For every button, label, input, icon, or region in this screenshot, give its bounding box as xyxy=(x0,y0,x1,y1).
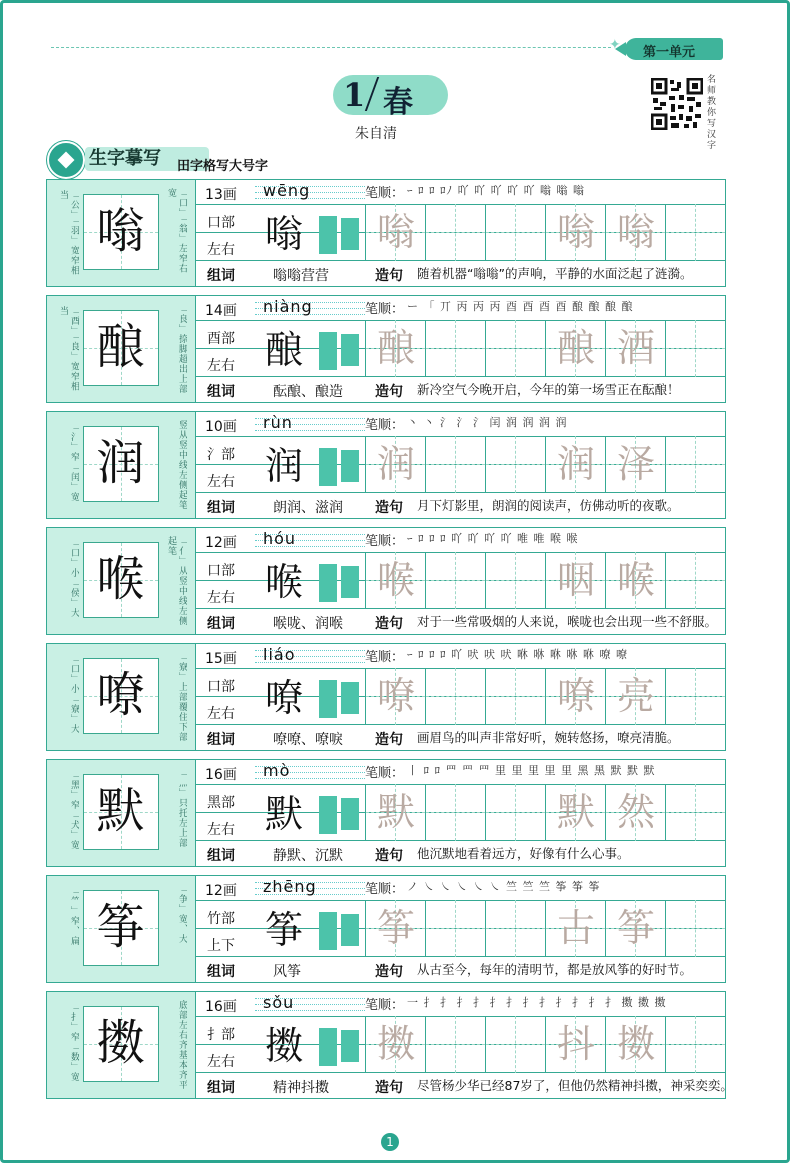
model-character: 默 xyxy=(96,783,145,839)
pinyin-lines xyxy=(255,760,365,784)
guide-column xyxy=(47,180,196,286)
stroke-order-label: 笔顺： xyxy=(365,534,405,549)
words-value: 精神抖擞 xyxy=(273,1080,329,1096)
practice-cell[interactable] xyxy=(426,552,486,609)
practice-cell[interactable] xyxy=(666,204,726,261)
structure: 左右 xyxy=(207,1054,235,1070)
stroke-order: ー 「 丌 丙 丙 丙 酉 酉 酉 酉 酿 酿 酿 酿 xyxy=(407,300,634,313)
trace-character: 嗡 xyxy=(616,210,655,254)
component-highlight xyxy=(341,1030,359,1062)
example-sentence: 对于一些常吸烟的人来说，喉咙也会出现一些不舒服。 xyxy=(417,614,718,629)
tianzige-box xyxy=(83,194,159,270)
trace-character: 筝 xyxy=(616,906,655,950)
trace-character: 然 xyxy=(616,790,655,834)
model-character: 嘹 xyxy=(96,667,145,723)
practice-cell[interactable] xyxy=(486,1016,546,1073)
stroke-order-label: 笔顺： xyxy=(365,882,405,897)
structure: 左右 xyxy=(207,706,235,722)
stroke-count: 16画 xyxy=(205,999,237,1015)
structure: 上下 xyxy=(207,938,235,954)
component-highlight xyxy=(341,334,359,366)
example-sentence: 画眉鸟的叫声非常好听，婉转悠扬，嘹亮清脆。 xyxy=(417,730,680,745)
example-sentence: 新冷空气今晚开启，今年的第一场雪正在酝酿！ xyxy=(417,382,680,397)
practice-cell[interactable] xyxy=(666,784,726,841)
stroke-count: 12画 xyxy=(205,883,237,899)
pinyin-lines xyxy=(255,296,365,320)
words-value: 嗡嗡营营 xyxy=(273,268,329,284)
example-sentence: 从古至今，每年的清明节，都是放风筝的好时节。 xyxy=(417,962,693,977)
unit-label: 第一单元 xyxy=(643,45,696,60)
width-note: 「氵」窄「闰」宽 xyxy=(69,422,79,502)
radical: 竹部 xyxy=(207,911,235,927)
trace-character: 咽 xyxy=(556,558,595,602)
stroke-order: 一 扌 扌 扌 扌 扌 扌 扌 扌 扌 扌 扌 扌 擞 擞 擞 xyxy=(407,996,667,1009)
words-label: 组词 xyxy=(207,500,235,516)
writing-tip: 竖从竖中线左侧起笔 xyxy=(177,420,187,510)
pinyin: hóu xyxy=(263,529,297,548)
structure: 左右 xyxy=(207,590,235,606)
demo-character: 酿 xyxy=(264,328,303,372)
pinyin-lines xyxy=(255,180,365,204)
radical: 口部 xyxy=(207,215,235,231)
trace-character: 嗡 xyxy=(556,210,595,254)
pinyin-lines xyxy=(255,876,365,900)
top-divider xyxy=(51,47,611,48)
trace-character: 酿 xyxy=(556,326,595,370)
component-highlight xyxy=(341,450,359,482)
demo-character: 默 xyxy=(264,792,303,836)
sentence-label: 造句 xyxy=(375,732,403,748)
component-highlight xyxy=(319,796,337,834)
writing-tip: 底部左右齐基本齐平 xyxy=(177,1000,187,1090)
component-highlight xyxy=(319,564,337,602)
practice-grid[interactable] xyxy=(365,1016,726,1073)
structure: 左右 xyxy=(207,358,235,374)
radical: 氵部 xyxy=(207,447,235,463)
sentence-label: 造句 xyxy=(375,268,403,284)
radical: 黑部 xyxy=(207,795,235,811)
practice-cell[interactable] xyxy=(486,784,546,841)
character-entry xyxy=(46,411,726,519)
trace-character: 擞 xyxy=(376,1022,415,1066)
pinyin: liáo xyxy=(263,645,296,664)
words-label: 组词 xyxy=(207,268,235,284)
words-label: 组词 xyxy=(207,1080,235,1096)
practice-grid[interactable] xyxy=(365,436,726,493)
trace-character: 酿 xyxy=(376,326,415,370)
trace-character: 酒 xyxy=(616,326,655,370)
model-character: 筝 xyxy=(96,899,145,955)
component-highlight xyxy=(319,680,337,718)
stroke-order: 丨 ﾛ ﾛ 罒 罒 罒 里 里 里 里 里 黑 黑 默 默 默 xyxy=(407,764,656,777)
component-highlight xyxy=(341,682,359,714)
demo-character: 喉 xyxy=(264,560,303,604)
sentence-label: 造句 xyxy=(375,500,403,516)
practice-cell[interactable] xyxy=(426,668,486,725)
trace-character: 抖 xyxy=(556,1022,595,1066)
stroke-order-label: 笔顺： xyxy=(365,998,405,1013)
component-highlight xyxy=(319,912,337,950)
stroke-order: ノ ㇏ ㇏ ㇏ ㇏ ㇏ 竺 竺 竺 筝 筝 筝 xyxy=(407,880,601,893)
pinyin-lines xyxy=(255,644,365,668)
tianzige-box xyxy=(83,1006,159,1082)
practice-cell[interactable] xyxy=(426,1016,486,1073)
page-number: 1 xyxy=(381,1133,399,1151)
sentence-label: 造句 xyxy=(375,964,403,980)
guide-column xyxy=(47,528,196,634)
words-value: 风筝 xyxy=(273,964,301,980)
character-entry xyxy=(46,179,726,287)
tianzige-box xyxy=(83,658,159,734)
words-value: 喉咙、润喉 xyxy=(273,616,343,632)
character-entry xyxy=(46,295,726,403)
model-character: 擞 xyxy=(96,1015,145,1071)
practice-cell[interactable] xyxy=(666,900,726,957)
pinyin-lines xyxy=(255,412,365,436)
practice-grid[interactable] xyxy=(365,552,726,609)
pinyin: wēng xyxy=(263,181,311,200)
example-sentence: 尽管杨少华已经87岁了，但他仍然精神抖擞，神采奕奕。 xyxy=(417,1078,733,1093)
lesson-title xyxy=(333,75,448,120)
pinyin: niàng xyxy=(263,297,313,316)
trace-character: 嘹 xyxy=(556,674,595,718)
writing-tip: 「争」宽、大 xyxy=(177,884,187,944)
lesson-name: 春 xyxy=(383,85,413,120)
practice-grid[interactable] xyxy=(365,668,726,725)
writing-tip: 「良」捺脚超出上部 xyxy=(177,304,187,394)
sentence-label: 造句 xyxy=(375,1080,403,1096)
width-note: 「口」小「寮」大 xyxy=(69,654,79,734)
practice-cell[interactable] xyxy=(486,668,546,725)
trace-character: 擞 xyxy=(616,1022,655,1066)
practice-grid[interactable] xyxy=(365,784,726,841)
model-character: 嗡 xyxy=(96,203,145,259)
guide-column xyxy=(47,876,196,982)
writing-tip: 「灬」只托左上部 xyxy=(177,768,187,848)
stroke-order: 丶 丶 氵 氵 氵 闰 润 润 润 润 xyxy=(407,416,568,429)
component-highlight xyxy=(341,218,359,250)
component-highlight xyxy=(319,332,337,370)
writing-tip: 「亻」从竖中线左侧起笔 xyxy=(166,536,187,626)
words-label: 组词 xyxy=(207,848,235,864)
trace-character: 筝 xyxy=(376,906,415,950)
guide-column xyxy=(47,760,196,866)
practice-cell[interactable] xyxy=(486,320,546,377)
words-label: 组词 xyxy=(207,732,235,748)
stroke-count: 10画 xyxy=(205,419,237,435)
structure: 左右 xyxy=(207,822,235,838)
trace-character: 默 xyxy=(376,790,415,834)
model-character: 润 xyxy=(96,435,145,491)
practice-cell[interactable] xyxy=(426,900,486,957)
practice-cell[interactable] xyxy=(666,1016,726,1073)
sentence-label: 造句 xyxy=(375,616,403,632)
width-note: 「口」小「侯」大 xyxy=(69,538,79,618)
character-entry xyxy=(46,875,726,983)
pinyin-lines xyxy=(255,528,365,552)
pinyin-lines xyxy=(255,992,365,1016)
stroke-order: ｰ ﾛ ﾛ ﾛ 吖 吖 吖 吖 唯 唯 喉 喉 xyxy=(407,532,579,545)
model-character: 喉 xyxy=(96,551,145,607)
stroke-order: ｰ ﾛ ﾛ ﾛﾉ 吖 吖 吖 吖 吖 嗡 嗡 嗡 xyxy=(407,184,585,197)
model-character: 酿 xyxy=(96,319,145,375)
qr-code-icon[interactable] xyxy=(651,78,703,130)
unit-tab xyxy=(625,38,723,60)
radical: 口部 xyxy=(207,679,235,695)
pinyin: rùn xyxy=(263,413,293,432)
stroke-count: 14画 xyxy=(205,303,237,319)
demo-character: 润 xyxy=(264,444,303,488)
words-value: 酝酿、酿造 xyxy=(273,384,343,400)
practice-grid[interactable] xyxy=(365,204,726,261)
tianzige-box xyxy=(83,774,159,850)
pinyin: mò xyxy=(263,761,291,780)
example-sentence: 月下灯影里，朗润的阅读声，仿佛动听的夜歌。 xyxy=(417,498,680,513)
writing-tip: 「寮」上部覆住下部 xyxy=(177,652,187,742)
guide-column xyxy=(47,644,196,750)
stroke-order-label: 笔顺： xyxy=(365,766,405,781)
character-entry xyxy=(46,759,726,867)
practice-grid[interactable] xyxy=(365,320,726,377)
width-note: 「扌」窄「数」宽 xyxy=(69,1002,79,1082)
practice-cell[interactable] xyxy=(666,436,726,493)
radical: 口部 xyxy=(207,563,235,579)
component-highlight xyxy=(341,798,359,830)
component-highlight xyxy=(319,216,337,254)
lesson-author: 朱自清 xyxy=(355,126,397,142)
tianzige-box xyxy=(83,310,159,386)
stroke-count: 15画 xyxy=(205,651,237,667)
arrow-icon xyxy=(615,42,626,56)
sentence-label: 造句 xyxy=(375,848,403,864)
words-value: 嘹嘹、嘹唳 xyxy=(273,732,343,748)
practice-cell[interactable] xyxy=(666,552,726,609)
component-highlight xyxy=(341,914,359,946)
trace-character: 亮 xyxy=(616,674,655,718)
practice-cell[interactable] xyxy=(666,668,726,725)
character-entry xyxy=(46,527,726,635)
stroke-count: 12画 xyxy=(205,535,237,551)
pinyin: sǒu xyxy=(263,993,295,1012)
character-entry xyxy=(46,643,726,751)
words-label: 组词 xyxy=(207,964,235,980)
practice-cell[interactable] xyxy=(486,552,546,609)
star-icon: ✦ xyxy=(609,37,621,53)
words-value: 静默、沉默 xyxy=(273,848,343,864)
demo-character: 擞 xyxy=(264,1024,303,1068)
guide-column xyxy=(47,296,196,402)
soccer-ball-icon xyxy=(47,141,85,179)
tianzige-box xyxy=(83,426,159,502)
radical: 酉部 xyxy=(207,331,235,347)
structure: 左右 xyxy=(207,474,235,490)
component-highlight xyxy=(319,1028,337,1066)
practice-cell[interactable] xyxy=(666,320,726,377)
trace-character: 古 xyxy=(556,906,595,950)
lesson-number: 1 xyxy=(343,76,366,114)
trace-character: 嘹 xyxy=(376,674,415,718)
trace-character: 润 xyxy=(556,442,595,486)
radical: 扌部 xyxy=(207,1027,235,1043)
component-highlight xyxy=(319,448,337,486)
example-sentence: 他沉默地看着远方，好像有什么心事。 xyxy=(417,846,630,861)
practice-cell[interactable] xyxy=(486,436,546,493)
stroke-order: ｰ ﾛ ﾛ ﾛ 吖 吠 吠 吠 咻 咻 咻 咻 咻 嘹 嘹 xyxy=(407,648,628,661)
guide-column xyxy=(47,992,196,1098)
stroke-order-label: 笔顺： xyxy=(365,650,405,665)
component-highlight xyxy=(341,566,359,598)
practice-cell[interactable] xyxy=(426,204,486,261)
trace-character: 喉 xyxy=(616,558,655,602)
practice-cell[interactable] xyxy=(426,320,486,377)
section-title: 生字摹写 xyxy=(85,147,209,171)
width-note: 「公」「羽」宽窄相当 xyxy=(58,190,79,276)
trace-character: 泽 xyxy=(616,442,655,486)
practice-cell[interactable] xyxy=(486,204,546,261)
tianzige-box xyxy=(83,890,159,966)
qr-caption: 名师教你写汉字 xyxy=(707,75,717,151)
words-label: 组词 xyxy=(207,616,235,632)
demo-character: 嗡 xyxy=(264,212,303,256)
width-note: 「酉」「良」宽窄相当 xyxy=(58,306,79,392)
writing-tip: 「口」「翁」左窄右宽 xyxy=(166,188,187,274)
structure: 左右 xyxy=(207,242,235,258)
width-note: 「黑」窄「犬」宽 xyxy=(69,770,79,850)
practice-cell[interactable] xyxy=(426,784,486,841)
demo-character: 筝 xyxy=(264,908,303,952)
pinyin: zhēng xyxy=(263,877,317,896)
demo-character: 嘹 xyxy=(264,676,303,720)
practice-cell[interactable] xyxy=(486,900,546,957)
trace-character: 嗡 xyxy=(376,210,415,254)
guide-column xyxy=(47,412,196,518)
sentence-label: 造句 xyxy=(375,384,403,400)
stroke-count: 13画 xyxy=(205,187,237,203)
trace-character: 喉 xyxy=(376,558,415,602)
example-sentence: 随着机器“嗡嗡”的声响，平静的水面泛起了涟漪。 xyxy=(417,266,693,281)
words-value: 朗润、滋润 xyxy=(273,500,343,516)
stroke-count: 16画 xyxy=(205,767,237,783)
character-entry xyxy=(46,991,733,1099)
tianzige-box xyxy=(83,542,159,618)
trace-character: 润 xyxy=(376,442,415,486)
stroke-order-label: 笔顺： xyxy=(365,302,405,317)
section-subtitle: 田字格写大号字 xyxy=(177,159,269,174)
stroke-order-label: 笔顺： xyxy=(365,418,405,433)
words-label: 组词 xyxy=(207,384,235,400)
practice-cell[interactable] xyxy=(426,436,486,493)
stroke-order-label: 笔顺： xyxy=(365,186,405,201)
trace-character: 默 xyxy=(556,790,595,834)
practice-grid[interactable] xyxy=(365,900,726,957)
width-note: 「⺮」窄、扁 xyxy=(69,886,79,946)
